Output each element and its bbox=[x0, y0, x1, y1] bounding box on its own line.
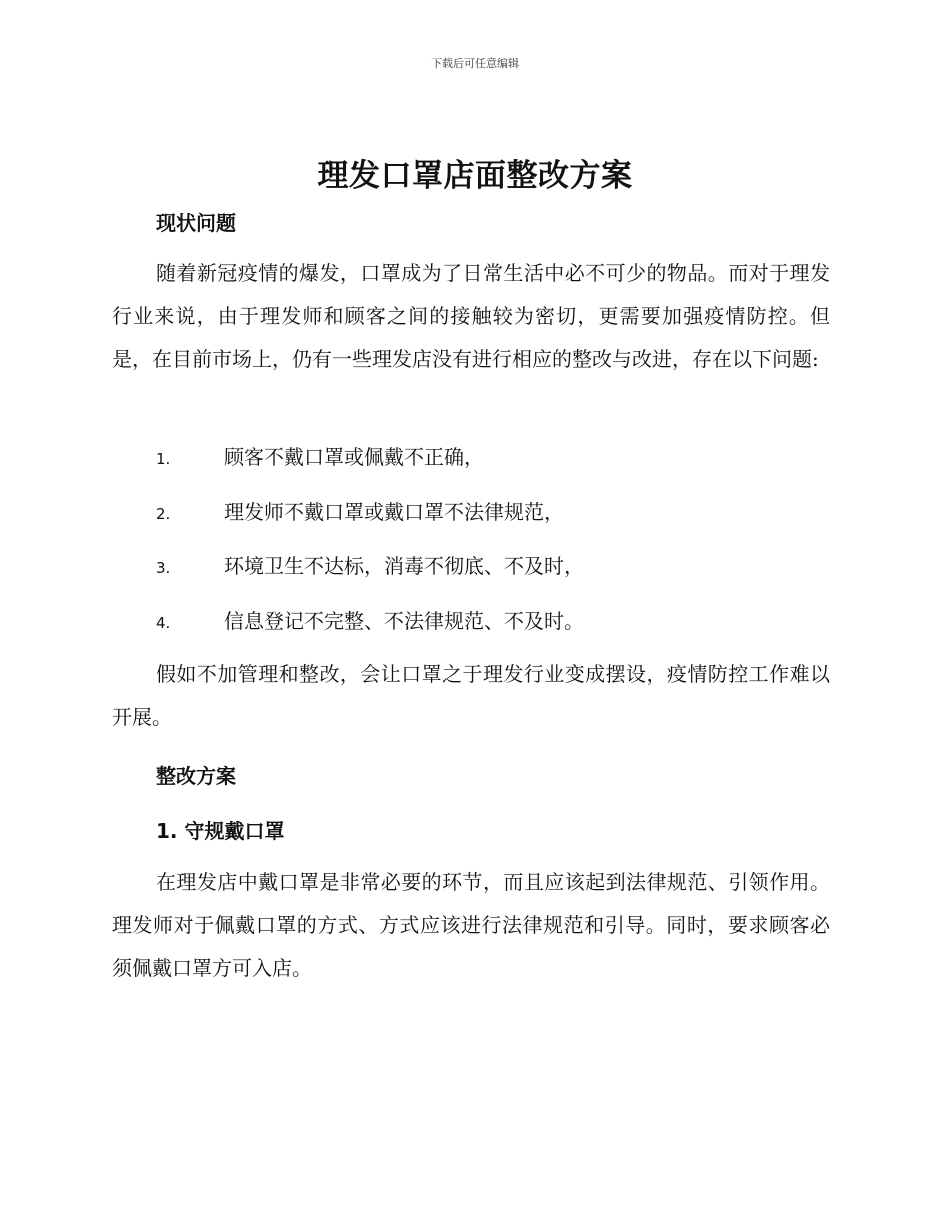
section-heading-current-issues: 现状问题 bbox=[156, 211, 236, 235]
list-item bbox=[156, 606, 584, 638]
intro-paragraph: 随着新冠疫情的爆发，口罩成为了日常生活中必不可少的物品。而对于理发行业来说，由于理发师和顾客之间的接触较为密切，更需要加强疫情防控。但是，在目前市场上，仍有一些理发店没有进行相应的整改与改进，存在以下问题: bbox=[112, 261, 830, 371]
list-item bbox=[156, 551, 584, 583]
mask-policy-paragraph: 在理发店中戴口罩是非常必要的环节，而且应该起到法律规范、引领作用。理发师对于佩戴口罩的方式、方式应该进行法律规范和引导。同时，要求顾客必须佩戴口罩方可入店。 bbox=[112, 870, 830, 980]
subsection-heading-wear-masks: 1. 守规戴口罩 bbox=[156, 819, 285, 843]
list-item-text: 理发师不戴口罩或戴口罩不法律规范， bbox=[224, 500, 564, 524]
list-item-text: 环境卫生不达标，消毒不彻底、不及时， bbox=[224, 554, 584, 578]
list-item-number: 2. bbox=[156, 505, 171, 523]
list-item-number: 1. bbox=[156, 450, 171, 468]
conclusion-paragraph: 假如不加管理和整改，会让口罩之于理发行业变成摆设，疫情防控工作难以开展。 bbox=[112, 662, 830, 729]
document-title: 理发口罩店面整改方案 bbox=[317, 158, 633, 194]
list-item bbox=[156, 497, 564, 529]
section-heading-rectification-plan: 整改方案 bbox=[156, 764, 236, 788]
list-item bbox=[156, 442, 484, 474]
list-item-text: 信息登记不完整、不法律规范、不及时。 bbox=[224, 609, 584, 633]
list-item-number: 3. bbox=[156, 559, 171, 577]
list-item-text: 顾客不戴口罩或佩戴不正确， bbox=[224, 445, 484, 469]
page-header-note: 下载后可任意编辑 bbox=[431, 57, 519, 70]
list-item-number: 4. bbox=[156, 614, 171, 632]
